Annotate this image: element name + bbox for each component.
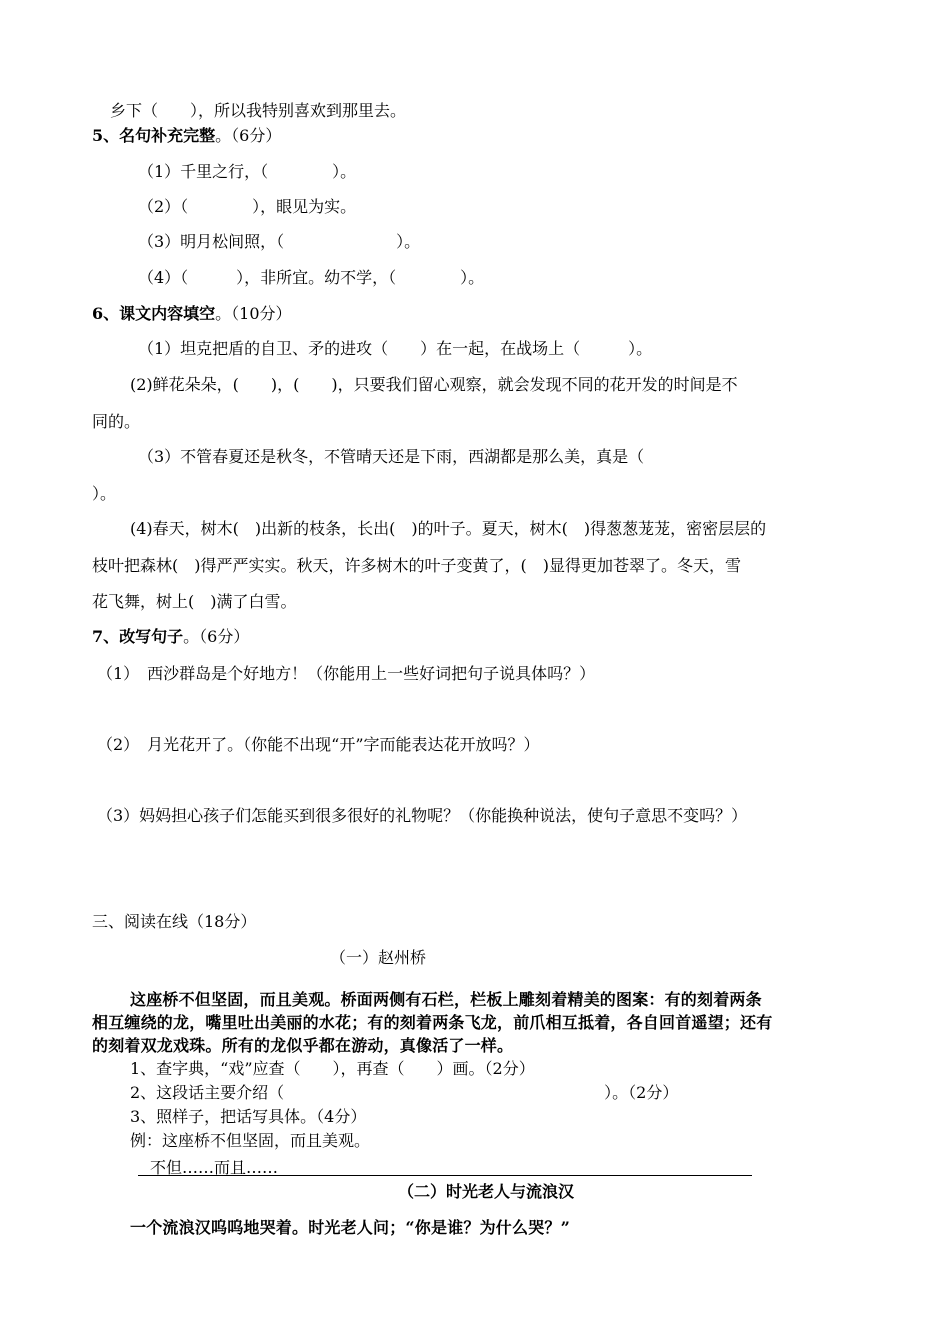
points-text: 。（6分） <box>183 627 250 646</box>
rewrite-item: （3）妈妈担心孩子们怎能买到很多很好的礼物呢？（你能换种说法，使句子意思不变吗？） <box>97 806 748 825</box>
rewrite-item: （1） 西沙群岛是个好地方！（你能用上一些好词把句子说具体吗？） <box>97 664 596 683</box>
points-text: 。（6分） <box>215 126 282 145</box>
question-heading-6 <box>92 304 292 324</box>
reading-paragraph-line: 一个流浪汉呜呜地哭着。时光老人问；“你是谁？为什么哭？” <box>130 1218 571 1237</box>
question-heading-7 <box>92 627 249 647</box>
reading-paragraph-line: 相互缠绕的龙，嘴里吐出美丽的水花；有的刻着两条飞龙，前爪相互抵着，各自回首遥望；还有 <box>92 1013 773 1032</box>
reading-paragraph-line: 的刻着双龙戏珠。所有的龙似乎都在游动，真像活了一样。 <box>92 1036 514 1055</box>
text-line: ）。 <box>92 484 117 503</box>
reading-question: 1、查字典，“戏”应查（ ），再查（ ）画。（2分） <box>130 1059 535 1078</box>
pattern-prompt: 不但……而且…… <box>150 1158 279 1177</box>
reading-title-2: （二）时光老人与流浪汉 <box>398 1182 575 1201</box>
text-line: 花飞舞，树上( )满了白雪。 <box>92 592 297 611</box>
question-heading-5 <box>92 126 281 146</box>
reading-question: 2、这段话主要介绍（ ）。（2分） <box>130 1083 679 1102</box>
heading-text: 6、课文内容填空 <box>92 304 216 323</box>
text-line: 同的。 <box>92 412 141 431</box>
fill-item: （3）不管春夏还是秋冬，不管晴天还是下雨，西湖都是那么美，真是（ <box>138 447 645 466</box>
fill-item: (4)春天，树木( )出新的枝条，长出( )的叶子。夏天，树木( )得葱葱茏茏，密密层层的 <box>130 519 767 538</box>
fill-item: （4）（ ），非所宜。幼不学，（ ）。 <box>138 268 485 287</box>
fill-item: (2)鲜花朵朵，( )，( )，只要我们留心观察，就会发现不同的花开发的时间是不 <box>130 375 738 394</box>
heading-text: 5、名句补充完整 <box>92 126 216 145</box>
text-line: 乡下（ ），所以我特别喜欢到那里去。 <box>110 101 407 120</box>
fill-item: （1）千里之行，（ ）。 <box>138 162 357 181</box>
example-sentence: 例：这座桥不但坚固，而且美观。 <box>130 1131 371 1150</box>
fill-item: （1）坦克把盾的自卫、矛的进攻（ ）在一起，在战场上（ ）。 <box>138 339 653 358</box>
answer-line <box>138 1175 752 1176</box>
heading-text: 7、改写句子 <box>92 627 184 646</box>
reading-question: 3、照样子，把话写具体。（4分） <box>130 1107 367 1126</box>
text-line: 枝叶把森林( )得严严实实。秋天，许多树木的叶子变黄了，( )显得更加苍翠了。冬天，雪 <box>92 556 741 575</box>
reading-title-1: （一）赵州桥 <box>330 948 427 967</box>
reading-paragraph-line: 这座桥不但坚固，而且美观。桥面两侧有石栏，栏板上雕刻着精美的图案：有的刻着两条 <box>130 990 762 1009</box>
section-heading-3: 三、阅读在线（18分） <box>92 912 257 931</box>
fill-item: （3）明月松间照，（ ）。 <box>138 232 421 251</box>
rewrite-item: （2） 月光花开了。（你能不出现“开”字而能表达花开放吗？） <box>97 735 540 754</box>
points-text: 。（10分） <box>215 304 292 323</box>
fill-item: （2）（ ），眼见为实。 <box>138 197 357 216</box>
